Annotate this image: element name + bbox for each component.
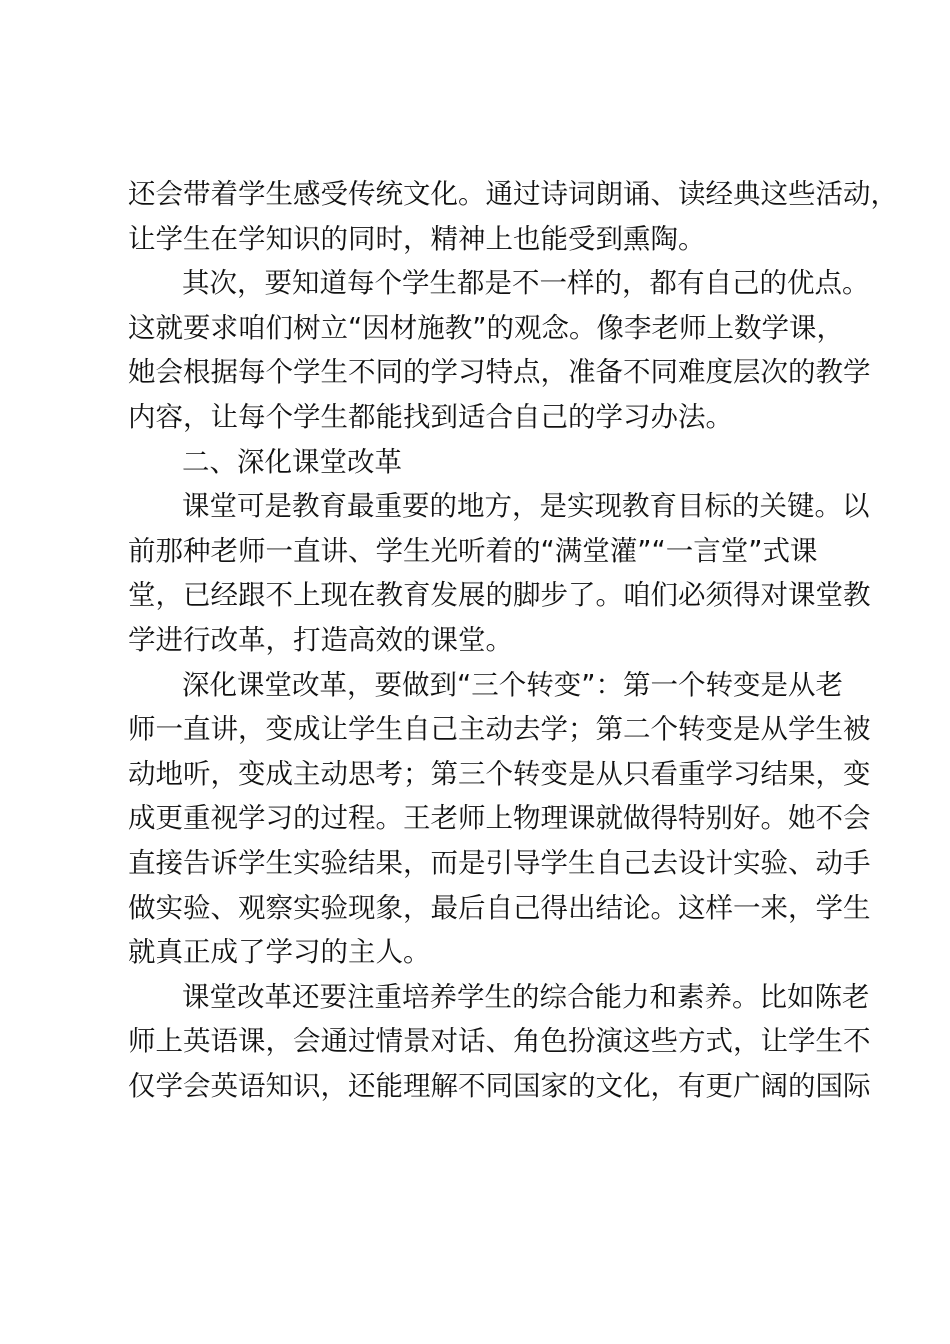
text-line: 还会带着学生感受传统文化。通过诗词朗诵、读经典这些活动， xyxy=(128,178,898,210)
text-line: 学进行改革，打造高效的课堂。 xyxy=(128,623,513,656)
text-line: 堂，已经跟不上现在教育发展的脚步了。咱们必须得对课堂教 xyxy=(128,579,871,612)
text-line: 动地听，变成主动思考；第三个转变是从只看重学习结果，变 xyxy=(128,757,871,790)
text-line: 她会根据每个学生不同的学习特点，准备不同难度层次的教学 xyxy=(128,356,871,389)
text-line: 师一直讲，变成让学生自己主动去学；第二个转变是从学生被 xyxy=(128,713,871,746)
text-line: 内容，让每个学生都能找到适合自己的学习办法。 xyxy=(128,400,733,433)
paragraph-start-line: 其次，要知道每个学生都是不一样的，都有自己的优点。 xyxy=(182,267,870,300)
paragraph-start-line: 深化课堂改革，要做到“三个转变”：第一个转变是从老 xyxy=(182,668,843,701)
text-line: 师上英语课，会通过情景对话、角色扮演这些方式，让学生不 xyxy=(128,1025,871,1058)
text-line: 成更重视学习的过程。王老师上物理课就做得特别好。她不会 xyxy=(128,802,871,835)
text-line: 仅学会英语知识，还能理解不同国家的文化，有更广阔的国际 xyxy=(128,1069,871,1102)
text-line: 让学生在学知识的同时，精神上也能受到熏陶。 xyxy=(128,222,706,255)
paragraph-start-line: 课堂改革还要注重培养学生的综合能力和素养。比如陈老 xyxy=(182,980,870,1013)
text-line: 这就要求咱们树立“因材施教”的观念。像李老师上数学课， xyxy=(128,311,844,344)
body-text xyxy=(128,172,898,1108)
text-line: 直接告诉学生实验结果，而是引导学生自己去设计实验、动手 xyxy=(128,846,871,879)
section-heading: 二、深化课堂改革 xyxy=(182,445,402,478)
paragraph-start-line: 课堂可是教育最重要的地方，是实现教育目标的关键。以 xyxy=(182,490,870,523)
text-line: 前那种老师一直讲、学生光听着的“满堂灌”“一言堂”式课 xyxy=(128,534,818,567)
text-line: 就真正成了学习的主人。 xyxy=(128,936,431,969)
text-line: 做实验、观察实验现象，最后自己得出结论。这样一来，学生 xyxy=(128,891,871,924)
